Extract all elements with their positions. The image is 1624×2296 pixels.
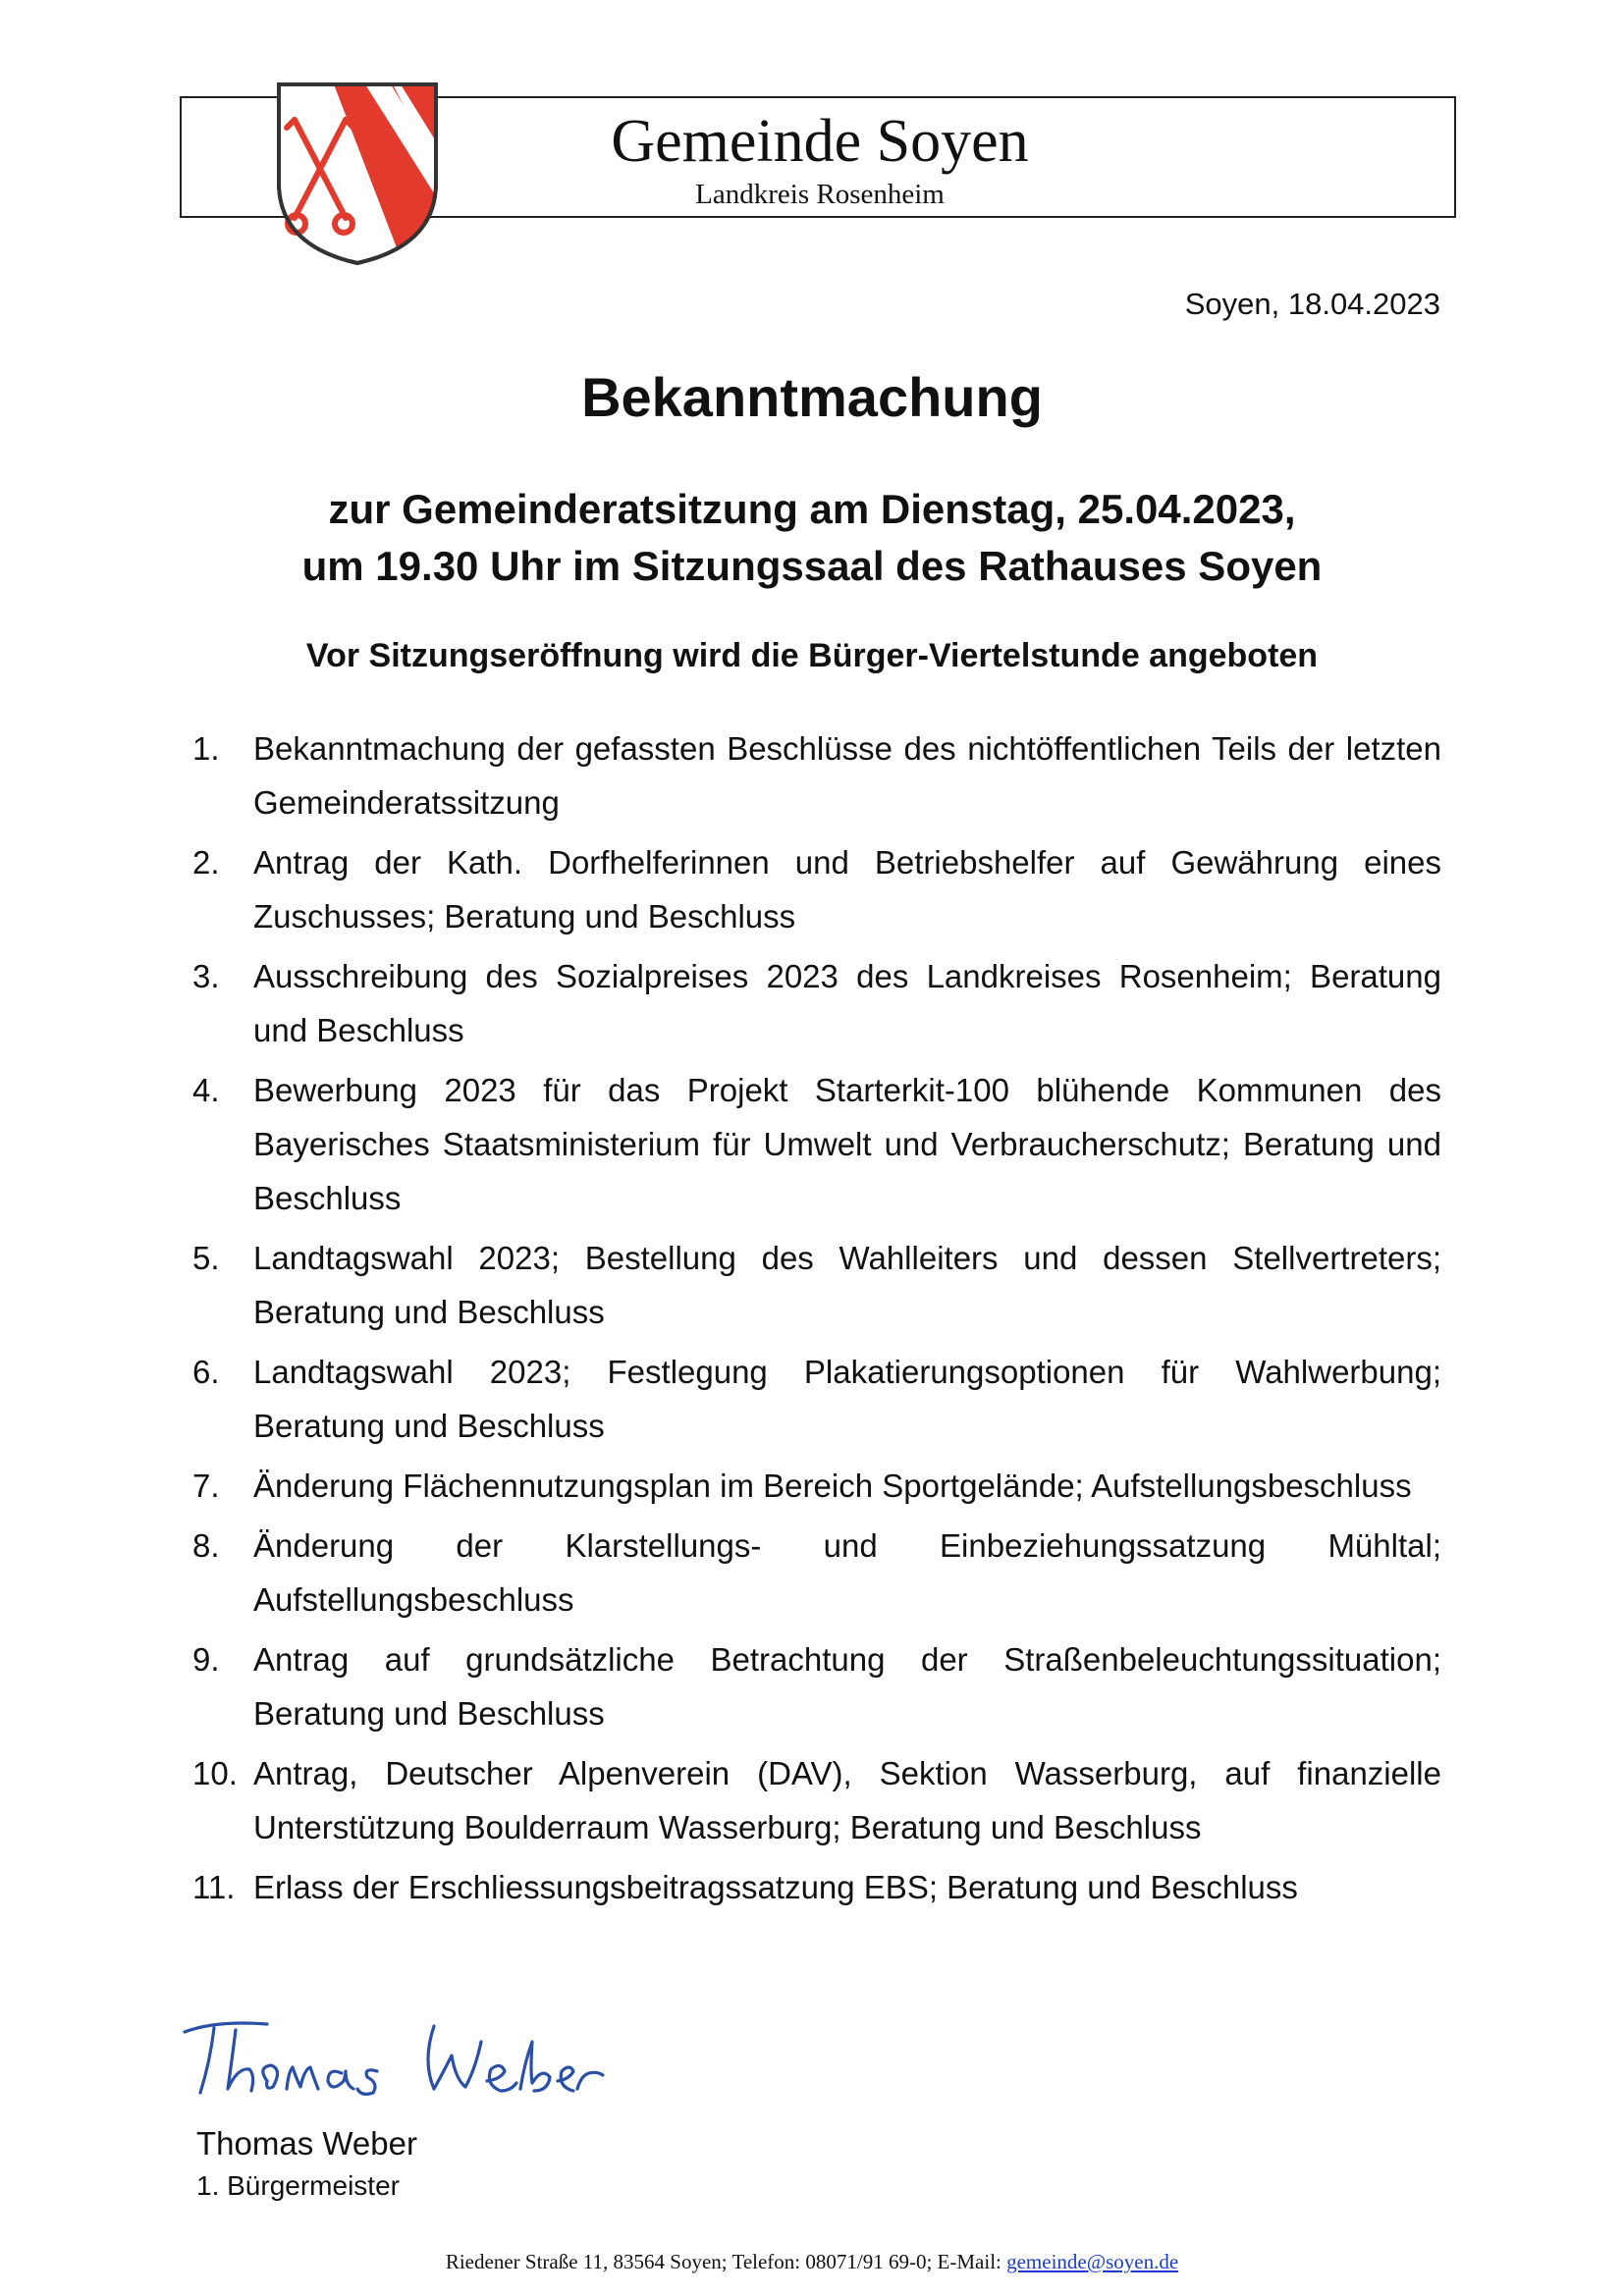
citizen-quarter-note: Vor Sitzungseröffnung wird die Bürger-Viertelstunde angeboten [305, 637, 1319, 674]
agenda-list [192, 721, 1441, 1920]
agenda-number: 8. [192, 1527, 220, 1564]
agenda-item [192, 1459, 1441, 1513]
agenda-text: Änderung der Klarstellungs- und Einbeziehungssatzung Mühltal; Aufstellungsbeschluss [253, 1527, 1441, 1618]
agenda-text: Ausschreibung des Sozialpreises 2023 des Landkreises Rosenheim; Beratung und Beschluss [253, 958, 1441, 1048]
agenda-text: Landtagswahl 2023; Festlegung Plakatierungsoptionen für Wahlwerbung; Beratung und Beschluss [253, 1354, 1441, 1444]
agenda-item [192, 1746, 1441, 1854]
agenda-number: 9. [192, 1641, 220, 1678]
page-title: Bekanntmachung [581, 366, 1043, 428]
agenda-item [192, 1063, 1441, 1225]
agenda-number: 7. [192, 1468, 220, 1504]
handwritten-signature [177, 2002, 609, 2110]
agenda-item [192, 1519, 1441, 1627]
signer-role: 1. Bürgermeister [196, 2170, 400, 2201]
agenda-item [192, 835, 1441, 943]
date-line: Soyen, 18.04.2023 [1184, 287, 1440, 321]
footer-email-link[interactable]: gemeinde@soyen.de [1006, 2250, 1179, 2273]
agenda-text: Antrag auf grundsätzliche Betrachtung der Straßenbeleuchtungssituation; Beratung und Beschluss [253, 1641, 1441, 1732]
agenda-text: Antrag, Deutscher Alpenverein (DAV), Sektion Wasserburg, auf finanzielle Unterstützung Boulderraum Wasserburg; Beratung und Beschluss [253, 1755, 1441, 1845]
agenda-number: 5. [192, 1240, 220, 1276]
municipal-crest-keys-icon [275, 80, 440, 267]
agenda-item [192, 1860, 1441, 1914]
subtitle-line-2: um 19.30 Uhr im Sitzungssaal des Rathauses Soyen [301, 543, 1323, 589]
agenda-number: 2. [192, 844, 220, 881]
municipality-name: Gemeinde Soyen [611, 108, 1029, 175]
agenda-number: 11. [192, 1869, 236, 1905]
footer-address: Riedener Straße 11, 83564 Soyen; Telefon: 08071/91 69-0; E-Mail: [445, 2250, 1007, 2273]
agenda-item [192, 721, 1441, 829]
agenda-item [192, 1231, 1441, 1339]
agenda-item [192, 1632, 1441, 1740]
agenda-item [192, 1345, 1441, 1453]
agenda-number: 4. [192, 1072, 220, 1108]
meeting-subtitle [0, 481, 1624, 595]
agenda-text: Antrag der Kath. Dorfhelferinnen und Betriebshelfer auf Gewährung eines Zuschusses; Beratung und Beschluss [253, 844, 1441, 934]
signer-name: Thomas Weber [196, 2125, 417, 2162]
district-name: Landkreis Rosenheim [695, 179, 945, 210]
agenda-number: 6. [192, 1354, 220, 1390]
subtitle-line-1: zur Gemeinderatsitzung am Dienstag, 25.04.2023, [328, 486, 1296, 532]
agenda-number: 3. [192, 958, 220, 994]
agenda-text: Änderung Flächennutzungsplan im Bereich Sportgelände; Aufstellungsbeschluss [253, 1468, 1412, 1504]
agenda-text: Bewerbung 2023 für das Projekt Starterkit-100 blühende Kommunen des Bayerisches Staatsministerium für Umwelt und Verbraucherschutz; Beratung und Beschluss [253, 1072, 1441, 1216]
agenda-item [192, 949, 1441, 1057]
agenda-text: Landtagswahl 2023; Bestellung des Wahlleiters und dessen Stellvertreters; Beratung und Beschluss [253, 1240, 1441, 1330]
agenda-text: Bekanntmachung der gefassten Beschlüsse des nichtöffentlichen Teils der letzten Gemeinderatssitzung [253, 730, 1441, 821]
footer-contact [0, 2248, 1624, 2275]
agenda-number: 10. [192, 1755, 238, 1791]
agenda-text: Erlass der Erschliessungsbeitragssatzung EBS; Beratung und Beschluss [253, 1869, 1298, 1905]
agenda-number: 1. [192, 730, 220, 767]
